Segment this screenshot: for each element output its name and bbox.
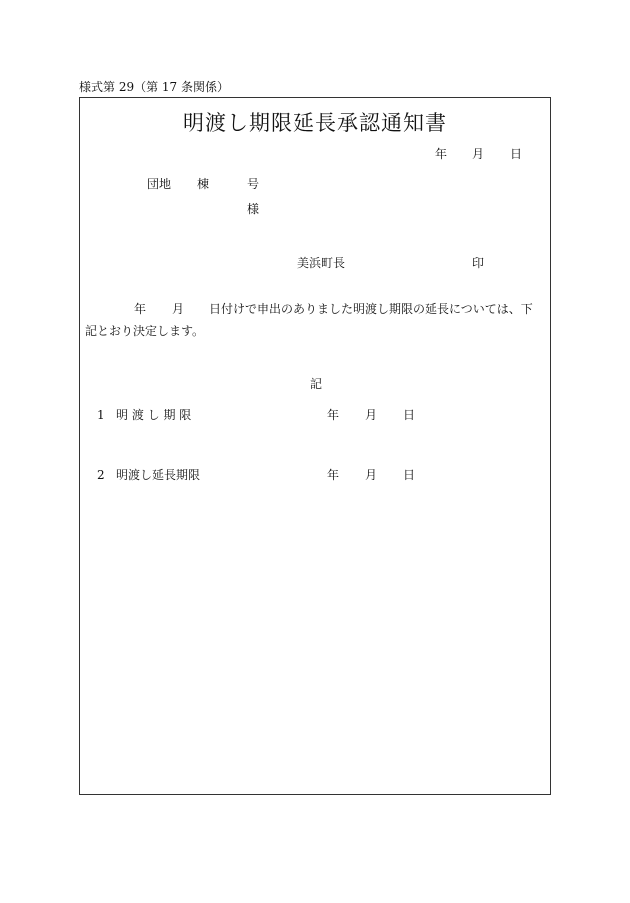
item-day: 日 (403, 468, 416, 482)
date-year-label: 年 (435, 147, 448, 161)
body-month: 月 (172, 302, 185, 316)
item-number: 2 (97, 468, 105, 482)
body-year: 年 (134, 302, 147, 316)
item-label: 明渡し延長期限 (116, 468, 201, 482)
addressee-gou: 号 (247, 177, 260, 191)
item-label: 明 渡 し 期 限 (116, 408, 192, 422)
item-month: 月 (365, 408, 378, 422)
issuer-seal: 印 (472, 256, 485, 270)
issuer-name: 美浜町長 (297, 256, 346, 270)
addressee-sama: 様 (247, 202, 260, 216)
date-month-label: 月 (472, 147, 485, 161)
item-year: 年 (327, 468, 340, 482)
document-frame (79, 97, 551, 795)
item-year: 年 (327, 408, 340, 422)
addressee-tou: 棟 (197, 177, 210, 191)
ki-label: 記 (310, 377, 323, 391)
date-day-label: 日 (510, 147, 523, 161)
body-line2: 記とおり決定します。 (85, 324, 205, 338)
item-month: 月 (365, 468, 378, 482)
document-title: 明渡し期限延長承認通知書 (183, 111, 447, 135)
item-number: 1 (97, 408, 105, 422)
form-number-label: 様式第 29（第 17 条関係） (79, 80, 229, 94)
body-line1: 日付けで申出のありました明渡し期限の延長については、下 (209, 302, 533, 316)
addressee-danchi: 団地 (147, 177, 172, 191)
item-day: 日 (403, 408, 416, 422)
